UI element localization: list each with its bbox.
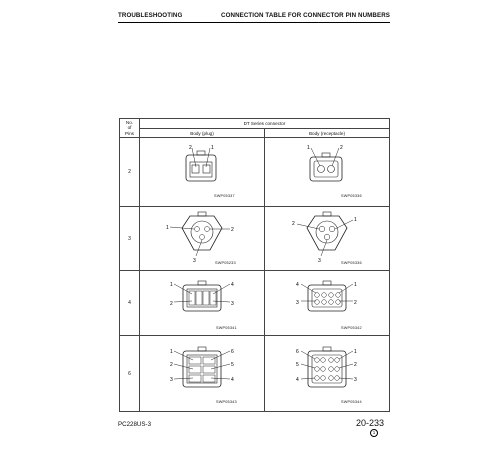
pin-label: 5: [231, 361, 234, 368]
header-section-title: TROUBLESHOOTING: [118, 12, 183, 19]
pin-label: 2: [354, 300, 357, 306]
series-header: DT Series connector: [140, 119, 390, 129]
pin-label: 2: [340, 145, 343, 151]
pins-column-header: [120, 119, 140, 138]
footer-revision-mark: 1: [370, 429, 378, 437]
page-header: [118, 12, 390, 23]
pin-count: 4: [120, 271, 140, 336]
table-row: [120, 271, 390, 336]
diagram-code: SWP05233: [215, 261, 236, 265]
diagram-code: SWP05337: [214, 194, 235, 198]
diagram-code: SWP05336: [341, 194, 362, 198]
diagram-code: SWP05343: [216, 400, 237, 404]
diagram-code: SWP05336: [341, 261, 362, 265]
connector-table: [119, 118, 390, 412]
pin-label: 1: [170, 348, 173, 355]
pin-label: 4: [296, 282, 299, 288]
plug-3pin-diagram: [140, 208, 264, 270]
plug-column-header: Body (plug): [140, 129, 265, 138]
receptacle-4pin-diagram: [265, 271, 389, 335]
receptacle-2pin-diagram: [265, 138, 389, 206]
pin-label: 6: [231, 348, 234, 355]
plug-2pin-diagram: [140, 138, 264, 206]
receptacle-column-header: Body (receptacle): [265, 129, 390, 138]
plug-diagram-cell: [140, 336, 265, 412]
plug-diagram-cell: [140, 207, 265, 271]
plug-diagram-cell: [140, 271, 265, 336]
table-row: [120, 207, 390, 271]
table-row: [120, 138, 390, 207]
pin-label: 3: [231, 301, 234, 307]
footer-model: PC228US-3: [118, 421, 152, 428]
pin-count: 6: [120, 336, 140, 412]
plug-4pin-diagram: [140, 271, 264, 335]
pins-head-of: of: [127, 125, 132, 131]
pin-label: 1: [211, 145, 214, 151]
pin-label: 2: [189, 145, 192, 151]
pin-label: 5: [296, 361, 299, 368]
pin-label: 6: [296, 348, 299, 355]
pin-label: 1: [166, 224, 169, 231]
footer-page-number: 20-233: [356, 418, 385, 428]
pin-label: 2: [292, 220, 295, 227]
pin-count: 2: [120, 138, 140, 207]
pin-label: 3: [318, 257, 321, 264]
pin-label: 3: [296, 300, 299, 306]
receptacle-diagram-cell: [265, 271, 390, 336]
receptacle-diagram-cell: [265, 138, 390, 207]
pin-label: 4: [231, 282, 234, 288]
receptacle-diagram-cell: [265, 336, 390, 412]
receptacle-diagram-cell: [265, 207, 390, 271]
pin-label: 1: [170, 282, 173, 288]
plug-diagram-cell: [140, 138, 265, 207]
pin-label: 3: [193, 257, 196, 264]
pin-label: 2: [170, 361, 173, 368]
table-row: [120, 336, 390, 412]
pins-head-pins: Pins: [125, 130, 134, 136]
pin-label: 2: [170, 301, 173, 307]
pin-label: 2: [354, 361, 357, 368]
pin-label: 2: [231, 226, 234, 233]
pin-label: 1: [307, 145, 310, 151]
receptacle-3pin-diagram: [265, 208, 389, 270]
diagram-code: SWP05344: [341, 400, 362, 404]
pin-label: 3: [170, 376, 173, 383]
pin-label: 4: [296, 376, 299, 383]
receptacle-6pin-diagram: [265, 337, 389, 411]
pin-label: 1: [354, 216, 357, 223]
pin-count: 3: [120, 207, 140, 271]
pin-label: 3: [354, 376, 357, 383]
header-page-title: CONNECTION TABLE FOR CONNECTOR PIN NUMBERS: [221, 12, 390, 19]
pin-label: 1: [354, 348, 357, 355]
pin-label: 4: [231, 376, 234, 383]
pin-label: 1: [354, 282, 357, 288]
diagram-code: SWP05341: [216, 326, 237, 330]
pins-head-no: No.: [125, 119, 134, 125]
plug-6pin-diagram: [140, 337, 264, 411]
diagram-code: SWP05342: [341, 326, 362, 330]
